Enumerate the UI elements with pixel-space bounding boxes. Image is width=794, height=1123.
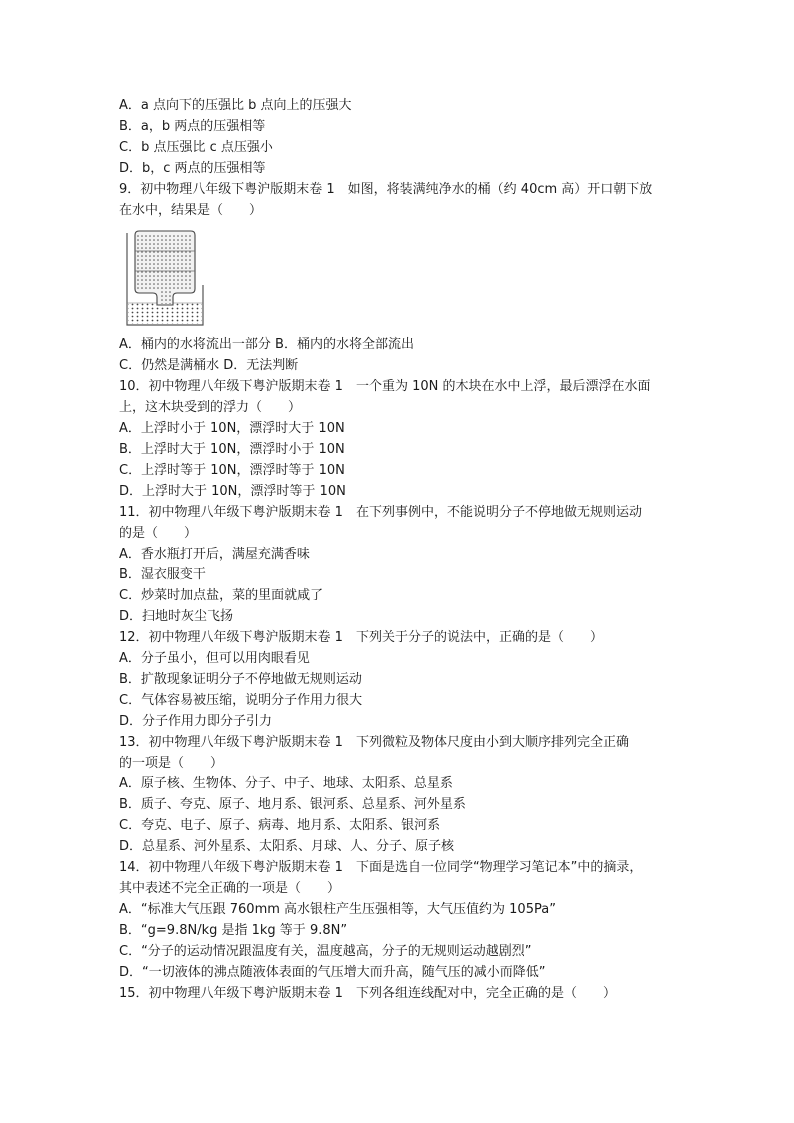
q12-option-d: D．分子作用力即分子引力 <box>119 713 273 729</box>
q11-option-c: C．炒菜时加点盐，菜的里面就咸了 <box>119 588 324 604</box>
q13-stem-line1: 13．初中物理八年级下粤沪版期末卷 1 下列微粒及物体尺度由小到大顺序排列完全正确 <box>119 734 629 750</box>
q9-stem-line2: 在水中，结果是（ ） <box>119 202 263 218</box>
q9-bucket-figure <box>121 227 205 331</box>
q14-option-c: C．“分子的运动情况跟温度有关，温度越高，分子的无规则运动越剧烈” <box>119 943 532 959</box>
q14-option-b: B．“g=9.8N/kg 是指 1kg 等于 9.8N” <box>119 922 348 938</box>
q10-stem-line1: 10．初中物理八年级下粤沪版期末卷 1 一个重为 10N 的木块在水中上浮，最后漂浮在水面 <box>119 379 651 395</box>
q13-option-a: A．原子核、生物体、分子、中子、地球、太阳系、总星系 <box>119 776 453 792</box>
q10-option-b: B．上浮时大于 10N，漂浮时小于 10N <box>119 441 345 457</box>
q14-option-d: D．“一切液体的沸点随液体表面的气压增大而升高，随气压的减小而降低” <box>119 964 546 980</box>
q8-option-b: B．a，b 两点的压强相等 <box>119 118 266 134</box>
q13-option-c: C．夸克、电子、原子、病毒、地月系、太阳系、银河系 <box>119 818 441 834</box>
q8-option-d: D．b，c 两点的压强相等 <box>119 160 266 176</box>
q10-stem-line2: 上，这木块受到的浮力（ ） <box>119 400 302 416</box>
q9-options-ab: A．桶内的水将流出一部分 B．桶内的水将全部流出 <box>119 337 414 353</box>
q10-option-a: A．上浮时小于 10N，漂浮时大于 10N <box>119 421 345 437</box>
q11-stem-line2: 的是（ ） <box>119 525 198 541</box>
q14-option-a: A．“标准大气压跟 760mm 高水银柱产生压强相等，大气压值约为 105Pa” <box>119 901 556 917</box>
q12-option-a: A．分子虽小，但可以用肉眼看见 <box>119 651 310 667</box>
q13-option-b: B．质子、夸克、原子、地月系、银河系、总星系、河外星系 <box>119 797 466 813</box>
q12-stem-line1: 12．初中物理八年级下粤沪版期末卷 1 下列关于分子的说法中，正确的是（ ） <box>119 630 603 646</box>
q9-stem-line1: 9．初中物理八年级下粤沪版期末卷 1 如图，将装满纯净水的桶（约 40cm 高）开口朝下放 <box>119 181 653 197</box>
q10-option-d: D．上浮时大于 10N，漂浮时等于 10N <box>119 483 346 499</box>
q11-option-d: D．扫地时灰尘飞扬 <box>119 609 234 625</box>
q12-option-b: B．扩散现象证明分子不停地做无规则运动 <box>119 671 362 687</box>
q11-option-a: A．香水瓶打开后，满屋充满香味 <box>119 546 310 562</box>
q15-stem-line1: 15．初中物理八年级下粤沪版期末卷 1 下列各组连线配对中，完全正确的是（ ） <box>119 985 616 1001</box>
q12-option-c: C．气体容易被压缩，说明分子作用力很大 <box>119 692 363 708</box>
q14-stem-line1: 14．初中物理八年级下粤沪版期末卷 1 下面是选自一位同学“物理学习笔记本”中的摘录， <box>119 860 643 876</box>
q11-option-b: B．湿衣服变干 <box>119 567 206 583</box>
q8-option-a: A．a 点向下的压强比 b 点向上的压强大 <box>119 98 352 113</box>
q14-stem-line2: 其中表述不完全正确的一项是（ ） <box>119 881 341 896</box>
q13-option-d: D．总星系、河外星系、太阳系、月球、人、分子、原子核 <box>119 839 455 855</box>
q9-options-cd: C．仍然是满桶水 D．无法判断 <box>119 358 299 374</box>
question-list <box>119 96 679 1004</box>
q11-stem-line1: 11．初中物理八年级下粤沪版期末卷 1 在下列事例中，不能说明分子不停地做无规则运动 <box>119 504 642 520</box>
q10-option-c: C．上浮时等于 10N，漂浮时等于 10N <box>119 462 345 478</box>
q8-option-c: C．b 点压强比 c 点压强小 <box>119 139 273 155</box>
q13-stem-line2: 的一项是（ ） <box>119 755 224 771</box>
inverted-bucket-illustration <box>121 227 205 331</box>
